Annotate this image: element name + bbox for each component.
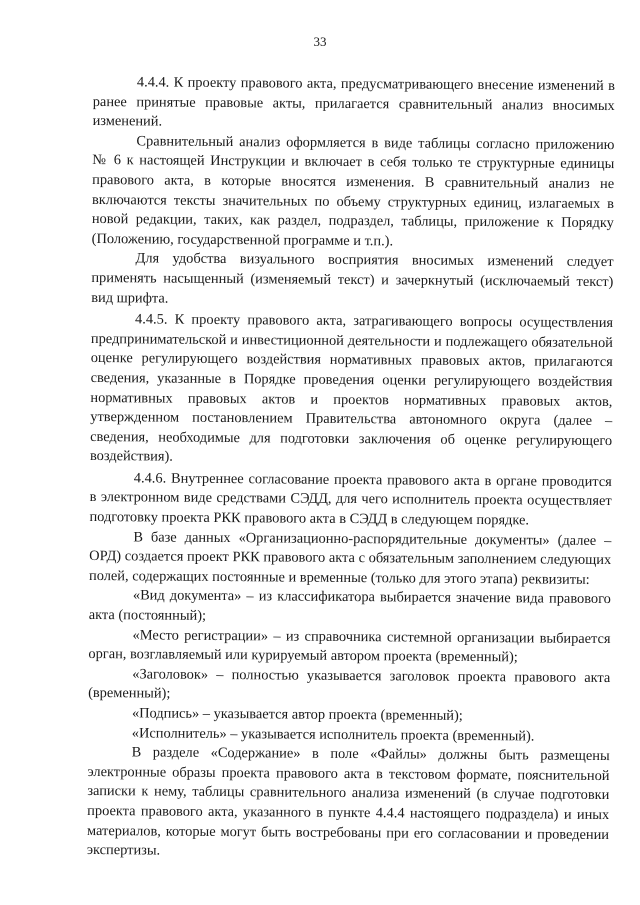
paragraph-content-files: В разделе «Содержание» в поле «Файлы» должны быть размещены электронные образы проекта правового акта в текстовом формате, пояснительной записки к нему, таблицы сравнительного анализа изменений (в случае подготовки проекта правового акта, указанного в пункте 4.4.4 настоящего подраздела) и иных материалов, которые могут быть востребованы при его согласовании и проведении экспертизы. bbox=[86, 744, 610, 859]
document-body bbox=[87, 73, 615, 865]
list-item-document-type: «Вид документа» – из классификатора выбирается значение вида правового акта (постоянный); bbox=[88, 587, 611, 624]
list-item-registration-place: «Место регистрации» – из справочника системной организации выбирается орган, возглавляемый или курируемый автором проекта (временный); bbox=[88, 626, 611, 666]
list-item-heading: «Заголовок» – полностью указывается заголовок проекта правового акта (временный); bbox=[88, 666, 611, 703]
list-item-signature: «Подпись» – указывается автор проекта (временный); bbox=[131, 705, 463, 724]
paragraph-4-4-5: 4.4.5. К проекту правового акта, затрагивающего вопросы осуществления предпринимательской и инвестиционной деятельности и подлежащего обязательной оценке регулирующего воздействия нормативных правовых актов, прилагаются сведения, указанные в Порядке проведения оценки регулирующего воздействия нормативных правовых актов и проектов нормативных правовых актов, утвержденном постановлением Правительства автономного округа (далее – сведения, необходимые для подготовки заключения об оценке регулирующего воздействия). bbox=[89, 311, 614, 465]
list-item-executor: «Исполнитель» – указывается исполнитель проекта (временный). bbox=[131, 724, 535, 745]
paragraph-4-4-6: 4.4.6. Внутреннее согласование проекта правового акта в органе проводится в электронном виде средствами СЭДД, для чего исполнитель проекта осуществляет подготовку проекта РКК правового акта в СЭДД в следующем порядке. bbox=[89, 470, 612, 529]
page-number: 33 bbox=[313, 34, 327, 49]
paragraph-font-styles: Для удобства визуального восприятия вносимых изменений следует применять насыщенный (изменяемый текст) и зачеркнутый (исключаемый текст) вид шрифта. bbox=[91, 250, 614, 307]
paragraph-4-4-4: 4.4.4. К проекту правового акта, предусматривающего внесение изменений в ранее принятые правовые акты, прилагается сравнительный анализ вносимых изменений. bbox=[92, 74, 615, 130]
paragraph-comparative-analysis: Сравнительный анализ оформляется в виде таблицы согласно приложению № 6 к настоящей Инструкции и включает в себя только те структурные единицы правового акта, в которые вносятся изменения. В сравнительный анализ не включаются тексты значительных по объему структурных единиц, излагаемых в новой редакции, таких, как раздел, подраздел, таблицы, приложение к Порядку (Положению, государственной программе и т.п.). bbox=[91, 133, 615, 250]
paragraph-ord-database: В базе данных «Организационно-распорядительные документы» (далее – ОРД) создается проект РКК правового акта с обязательным заполнением следующих полей, содержащих постоянные и временные (только для этого этапа) реквизиты: bbox=[88, 528, 612, 588]
